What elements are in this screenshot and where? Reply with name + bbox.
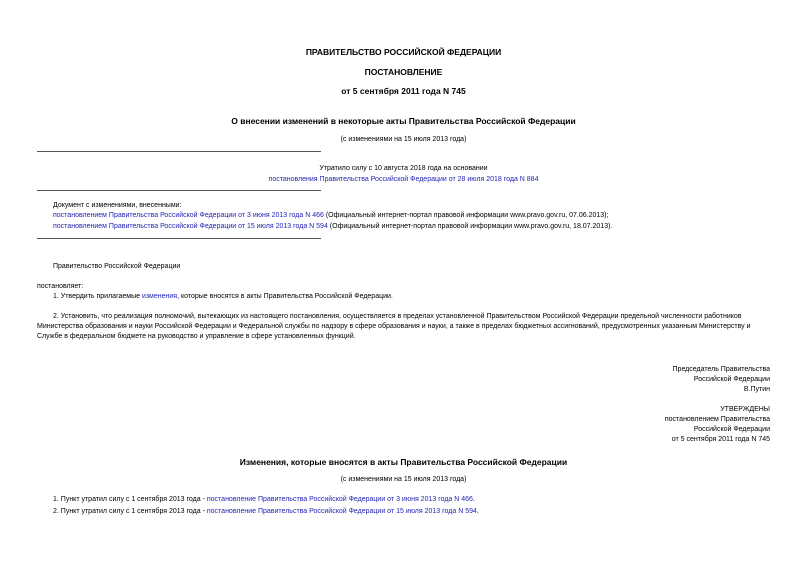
amendment-source: (Официальный интернет-портал правовой информации www.pravo.gov.ru, 18.07.2013). [327, 223, 613, 230]
paragraph-2-line: Службе в федеральном бюджете на руководство и управление в сфере установленных функций. [37, 333, 356, 340]
changes-link[interactable]: изменения [141, 293, 178, 300]
annex-item-text: 1. Пункт утратил силу с 1 сентября 2013 года - [53, 496, 207, 503]
paragraph-1-pre: 1. Утвердить прилагаемые [53, 293, 142, 300]
lost-force-link[interactable]: постановления Правительства Российской Федерации от 28 июля 2018 года N 884 [268, 176, 539, 183]
annex-item-link[interactable]: постановление Правительства Российской Федерации от 3 июня 2013 года N 466 [206, 496, 473, 503]
approved-line: Российской Федерации [693, 426, 770, 433]
annex-item-text: 2. Пункт утратил силу с 1 сентября 2013 года - [53, 508, 207, 515]
annex-revision-note: (с изменениями на 15 июля 2013 года) [340, 476, 467, 483]
approved-line: от 5 сентября 2011 года N 745 [671, 436, 770, 443]
annex-item-end: . [472, 496, 475, 503]
divider [37, 151, 321, 152]
annex-item-link[interactable]: постановление Правительства Российской Федерации от 15 июля 2013 года N 594 [206, 508, 477, 515]
paragraph-1 [53, 293, 393, 301]
document-title: О внесении изменений в некоторые акты Правительства Российской Федерации [231, 116, 576, 126]
government-heading: ПРАВИТЕЛЬСТВО РОССИЙСКОЙ ФЕДЕРАЦИИ [305, 47, 502, 57]
approved-line: постановлением Правительства [664, 416, 770, 423]
annex-item [53, 496, 475, 504]
signature-position: Российской Федерации [693, 376, 770, 383]
paragraph-1-post: , которые вносятся в акты Правительства Российской Федерации. [177, 293, 393, 300]
paragraph-2-line: Министерства образования и науки Российской Федерации и Федеральной службы по надзору в сфере образования и науки, а также в пределах бюджетных ассигнований, предусмотренных указанным Министерству и [37, 323, 751, 330]
divider [37, 238, 321, 239]
annex-item-end: . [476, 508, 479, 515]
approved-heading: УТВЕРЖДЕНЫ [720, 406, 770, 413]
revision-note: (с изменениями на 15 июля 2013 года) [340, 136, 467, 143]
changes-intro: Документ с изменениями, внесенными: [53, 202, 182, 209]
signature-name: В.Путин [743, 386, 770, 393]
annex-title: Изменения, которые вносятся в акты Правительства Российской Федерации [239, 457, 568, 467]
amendment-link[interactable]: постановлением Правительства Российской Федерации от 15 июля 2013 года N 594 [53, 223, 328, 230]
lost-force-text: Утратило силу с 10 августа 2018 года на основании [319, 165, 488, 172]
amendment-link[interactable]: постановлением Правительства Российской Федерации от 3 июня 2013 года N 466 [53, 212, 324, 219]
amendment-source: (Официальный интернет-портал правовой информации www.pravo.gov.ru, 07.06.2013); [323, 212, 609, 219]
changes-item [53, 212, 608, 220]
signature-position: Председатель Правительства [672, 366, 770, 373]
government-line: Правительство Российской Федерации [53, 263, 181, 270]
document-date-number: от 5 сентября 2011 года N 745 [341, 86, 466, 96]
annex-item [53, 508, 479, 516]
paragraph-2-line: 2. Установить, что реализация полномочий, вытекающих из настоящего постановления, осуществляется в пределах установленной Правительством Российской Федерации предельной численности работников [53, 313, 742, 320]
resolves-text: постановляет: [37, 283, 84, 290]
document-type: ПОСТАНОВЛЕНИЕ [364, 67, 443, 77]
changes-item [53, 223, 612, 231]
divider [37, 190, 321, 191]
